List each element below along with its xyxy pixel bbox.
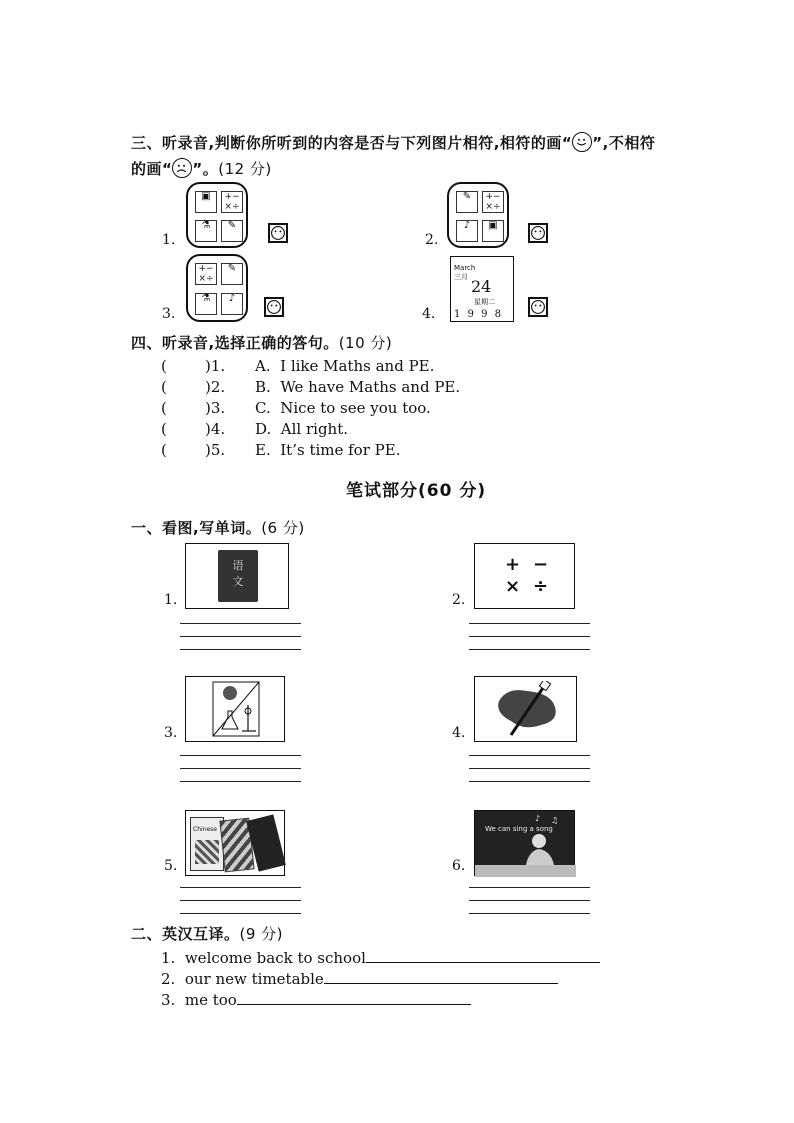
part3-heading-text-3: 的画“: [131, 160, 173, 178]
translate-item: [161, 949, 600, 967]
writing-line[interactable]: [469, 623, 590, 624]
part4-row: [161, 441, 400, 459]
book-icon: ▣: [482, 220, 504, 242]
part3-heading-text-4: ”。: [192, 160, 219, 178]
answer-bracket[interactable]: ( )3.: [161, 399, 226, 417]
q1-number: 3.: [164, 725, 178, 741]
picture-frame: [185, 543, 289, 609]
smile-face-icon: [572, 132, 592, 152]
subject-picture-group: [186, 182, 248, 248]
answer-line[interactable]: [324, 983, 558, 984]
answer-box[interactable]: [528, 223, 548, 243]
translate-item: [161, 991, 471, 1009]
picture-frame: [474, 676, 577, 742]
answer-line[interactable]: [237, 1004, 471, 1005]
translate-phrase: 3. me too: [161, 991, 237, 1009]
part4-points: (10 分): [338, 334, 393, 352]
science-icon: ⚗: [195, 293, 217, 315]
translate-item: [161, 970, 558, 988]
writing-line[interactable]: [180, 755, 301, 756]
answer-option: D. All right.: [255, 420, 349, 438]
blank-face-icon: [530, 225, 546, 241]
writing-line[interactable]: [180, 768, 301, 769]
part4-row: [161, 420, 348, 438]
math-symbols-icon: +− ×÷: [221, 191, 243, 213]
blackboard-text: We can sing a song: [485, 825, 553, 833]
math-symbols-icon: +− ×÷: [482, 191, 504, 213]
writing-line[interactable]: [469, 649, 590, 650]
answer-bracket[interactable]: ( )1.: [161, 357, 226, 375]
writing-line[interactable]: [469, 781, 590, 782]
calendar-day: 24: [471, 277, 492, 296]
answer-option: A. I like Maths and PE.: [255, 357, 435, 375]
answer-box[interactable]: [528, 297, 548, 317]
writing-line[interactable]: [469, 913, 590, 914]
picture-frame: [185, 676, 285, 742]
art-icon: ✎: [221, 220, 243, 242]
translate-phrase: 2. our new timetable: [161, 970, 324, 988]
science-icon: [212, 681, 260, 737]
writing-line[interactable]: [469, 900, 590, 901]
q1-number: 6.: [452, 858, 466, 874]
art-icon: ✎: [456, 191, 478, 213]
calendar-month-cn: 三月: [454, 273, 468, 281]
writing-line[interactable]: [180, 649, 301, 650]
music-teacher-icon: [475, 811, 576, 877]
q2-heading: [131, 923, 283, 944]
written-part-title: 笔试部分(60 分): [346, 481, 487, 501]
blank-face-icon: [270, 225, 286, 241]
answer-bracket[interactable]: ( )4.: [161, 420, 226, 438]
chinese-book-icon: 语 文: [218, 550, 258, 602]
part3-heading-text: 三、听录音,判断你所听到的内容是否与下列图片相符,相符的画“: [131, 134, 573, 152]
picture-frame: [474, 543, 575, 609]
picture-frame: [474, 810, 575, 876]
answer-line[interactable]: [366, 962, 600, 963]
answer-box[interactable]: [268, 223, 288, 243]
calendar-month: March: [454, 264, 476, 272]
q1-points: (6 分): [261, 519, 305, 537]
writing-line[interactable]: [180, 913, 301, 914]
answer-bracket[interactable]: ( )2.: [161, 378, 226, 396]
part4-heading: [131, 332, 392, 353]
plus-icon: +: [505, 554, 521, 575]
part4-row: [161, 357, 434, 375]
writing-line[interactable]: [469, 755, 590, 756]
writing-line[interactable]: [469, 768, 590, 769]
answer-option: B. We have Maths and PE.: [255, 378, 461, 396]
music-icon: ♪: [456, 220, 478, 242]
part3-item-number: 4.: [422, 306, 436, 322]
divide-icon: ÷: [533, 576, 549, 597]
blank-face-icon: [266, 299, 282, 315]
answer-bracket[interactable]: ( )5.: [161, 441, 226, 459]
writing-line[interactable]: [180, 781, 301, 782]
calendar-picture: [450, 256, 514, 322]
answer-box[interactable]: [264, 297, 284, 317]
answer-option: E. It’s time for PE.: [255, 441, 401, 459]
writing-line[interactable]: [180, 900, 301, 901]
writing-line[interactable]: [469, 887, 590, 888]
q1-number: 1.: [164, 592, 178, 608]
subject-picture-group: [447, 182, 509, 248]
q1-number: 5.: [164, 858, 178, 874]
textbook-pattern: [195, 840, 219, 864]
math-symbols-icon: +− ×÷: [195, 263, 217, 285]
part4-row: [161, 399, 431, 417]
part4-row: [161, 378, 460, 396]
q1-heading: [131, 517, 305, 538]
part4-heading-text: 四、听录音,选择正确的答句。: [131, 334, 339, 352]
book-icon: ▣: [195, 191, 217, 213]
q1-number: 2.: [452, 592, 466, 608]
answer-option: C. Nice to see you too.: [255, 399, 431, 417]
q1-number: 4.: [452, 725, 466, 741]
science-icon: ⚗: [195, 220, 217, 242]
translate-phrase: 1. welcome back to school: [161, 949, 366, 967]
writing-line[interactable]: [180, 623, 301, 624]
svg-text:♫: ♫: [551, 816, 559, 825]
blank-face-icon: [530, 299, 546, 315]
art-icon: ✎: [221, 263, 243, 285]
svg-text:♪: ♪: [535, 814, 541, 823]
part3-item-number: 1.: [162, 232, 176, 248]
part3-heading-text-2: ”,不相符: [592, 134, 656, 152]
picture-frame: [185, 810, 285, 876]
q1-heading-text: 一、看图,写单词。: [131, 519, 262, 537]
part3-item-number: 2.: [425, 232, 439, 248]
writing-line[interactable]: [469, 636, 590, 637]
q2-heading-text: 二、英汉互译。: [131, 925, 240, 943]
q2-points: (9 分): [239, 925, 284, 943]
part3-item-number: 3.: [162, 306, 176, 322]
textbook-label: Chinese: [193, 826, 217, 833]
calendar-weekday: 星期二: [474, 298, 495, 306]
times-icon: ×: [505, 576, 521, 597]
calendar-year: 1 9 9 8: [454, 309, 503, 320]
part3-heading: [131, 132, 655, 153]
part3-heading-line2: [131, 158, 272, 179]
writing-line[interactable]: [180, 887, 301, 888]
writing-line[interactable]: [180, 636, 301, 637]
paintbrush-icon: [493, 681, 563, 739]
part3-points: (12 分): [218, 160, 272, 178]
subject-picture-group: [186, 254, 248, 322]
music-icon: ♪: [221, 293, 243, 315]
frown-face-icon: [172, 158, 192, 178]
minus-icon: −: [533, 554, 549, 575]
